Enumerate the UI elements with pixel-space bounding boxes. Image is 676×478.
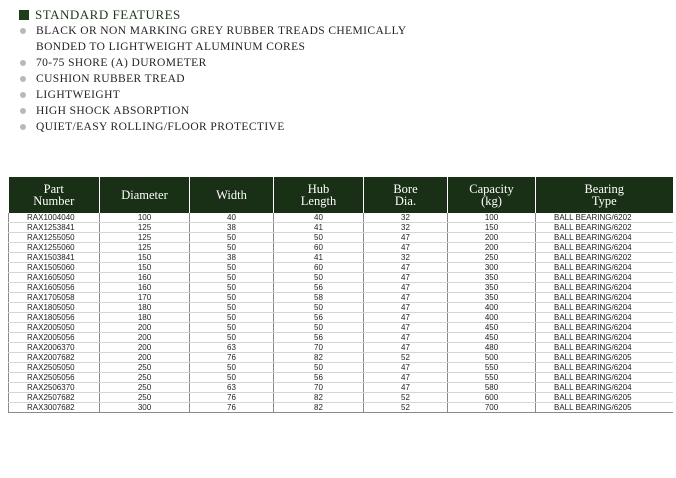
feature-text: BONDED TO LIGHTWEIGHT ALUMINUM CORES bbox=[36, 41, 306, 53]
cell-width: 50 bbox=[190, 233, 274, 243]
cell-width: 40 bbox=[190, 213, 274, 223]
cell-bearing-type: BALL BEARING/6204 bbox=[536, 333, 673, 343]
cell-width: 38 bbox=[190, 253, 274, 263]
cell-diameter: 160 bbox=[100, 273, 190, 283]
cell-hub-length: 82 bbox=[274, 393, 364, 403]
header-diameter bbox=[100, 177, 190, 213]
cell-bore-dia: 47 bbox=[364, 303, 448, 313]
cell-width: 50 bbox=[190, 303, 274, 313]
table-row bbox=[9, 353, 673, 363]
feature-text: HIGH SHOCK ABSORPTION bbox=[36, 105, 190, 117]
cell-part-number: RAX1705058 bbox=[9, 293, 100, 303]
cell-bearing-type: BALL BEARING/6204 bbox=[536, 293, 673, 303]
cell-width: 63 bbox=[190, 343, 274, 353]
table-row bbox=[9, 343, 673, 353]
cell-capacity: 450 bbox=[448, 333, 536, 343]
cell-part-number: RAX2006370 bbox=[9, 343, 100, 353]
cell-capacity: 500 bbox=[448, 353, 536, 363]
cell-diameter: 250 bbox=[100, 393, 190, 403]
header-part-number bbox=[9, 177, 100, 213]
cell-bearing-type: BALL BEARING/6204 bbox=[536, 343, 673, 353]
cell-bearing-type: BALL BEARING/6204 bbox=[536, 273, 673, 283]
cell-hub-length: 50 bbox=[274, 363, 364, 373]
header-width bbox=[190, 177, 274, 213]
cell-bearing-type: BALL BEARING/6204 bbox=[536, 373, 673, 383]
feature-item bbox=[14, 23, 654, 39]
header-label: Length bbox=[300, 194, 337, 208]
table-row bbox=[9, 263, 673, 273]
cell-bore-dia: 52 bbox=[364, 393, 448, 403]
cell-part-number: RAX2005050 bbox=[9, 323, 100, 333]
header-label: Part bbox=[43, 182, 64, 196]
feature-item bbox=[14, 55, 654, 71]
cell-bore-dia: 52 bbox=[364, 403, 448, 413]
cell-diameter: 250 bbox=[100, 363, 190, 373]
cell-bearing-type: BALL BEARING/6204 bbox=[536, 233, 673, 243]
table-row bbox=[9, 403, 673, 413]
cell-part-number: RAX1805050 bbox=[9, 303, 100, 313]
cell-part-number: RAX2506370 bbox=[9, 383, 100, 393]
cell-bore-dia: 52 bbox=[364, 353, 448, 363]
cell-hub-length: 60 bbox=[274, 243, 364, 253]
cell-diameter: 125 bbox=[100, 243, 190, 253]
cell-diameter: 150 bbox=[100, 263, 190, 273]
cell-width: 50 bbox=[190, 373, 274, 383]
table-row bbox=[9, 303, 673, 313]
cell-hub-length: 82 bbox=[274, 353, 364, 363]
cell-bearing-type: BALL BEARING/6204 bbox=[536, 323, 673, 333]
cell-part-number: RAX2005056 bbox=[9, 333, 100, 343]
cell-part-number: RAX2007682 bbox=[9, 353, 100, 363]
cell-bearing-type: BALL BEARING/6202 bbox=[536, 213, 673, 223]
cell-bearing-type: BALL BEARING/6204 bbox=[536, 303, 673, 313]
feature-item-continuation bbox=[14, 39, 654, 55]
feature-item bbox=[14, 71, 654, 87]
cell-capacity: 350 bbox=[448, 293, 536, 303]
header-label: Number bbox=[33, 194, 75, 208]
feature-text: QUIET/EASY ROLLING/FLOOR PROTECTIVE bbox=[36, 121, 285, 133]
cell-bore-dia: 47 bbox=[364, 273, 448, 283]
cell-bore-dia: 47 bbox=[364, 293, 448, 303]
cell-diameter: 200 bbox=[100, 323, 190, 333]
cell-bearing-type: BALL BEARING/6205 bbox=[536, 403, 673, 413]
bullet-dot-icon bbox=[20, 28, 26, 34]
cell-capacity: 550 bbox=[448, 373, 536, 383]
features-list bbox=[14, 23, 654, 135]
cell-bore-dia: 47 bbox=[364, 333, 448, 343]
cell-part-number: RAX1255050 bbox=[9, 233, 100, 243]
cell-hub-length: 56 bbox=[274, 313, 364, 323]
cell-bearing-type: BALL BEARING/6204 bbox=[536, 383, 673, 393]
table-row bbox=[9, 253, 673, 263]
cell-capacity: 400 bbox=[448, 313, 536, 323]
cell-bore-dia: 32 bbox=[364, 223, 448, 233]
cell-capacity: 250 bbox=[448, 253, 536, 263]
header-bore-dia bbox=[364, 177, 448, 213]
cell-width: 50 bbox=[190, 283, 274, 293]
cell-hub-length: 56 bbox=[274, 333, 364, 343]
cell-width: 50 bbox=[190, 273, 274, 283]
header-capacity bbox=[448, 177, 536, 213]
cell-capacity: 100 bbox=[448, 213, 536, 223]
cell-hub-length: 41 bbox=[274, 223, 364, 233]
cell-diameter: 125 bbox=[100, 233, 190, 243]
cell-diameter: 125 bbox=[100, 223, 190, 233]
table-row bbox=[9, 313, 673, 323]
cell-bearing-type: BALL BEARING/6204 bbox=[536, 243, 673, 253]
cell-hub-length: 60 bbox=[274, 263, 364, 273]
cell-capacity: 200 bbox=[448, 233, 536, 243]
feature-item bbox=[14, 119, 654, 135]
table-row bbox=[9, 233, 673, 243]
cell-bearing-type: BALL BEARING/6204 bbox=[536, 263, 673, 273]
cell-diameter: 170 bbox=[100, 293, 190, 303]
cell-hub-length: 58 bbox=[274, 293, 364, 303]
cell-capacity: 580 bbox=[448, 383, 536, 393]
header-label: Dia. bbox=[394, 194, 417, 208]
cell-bore-dia: 47 bbox=[364, 283, 448, 293]
cell-capacity: 700 bbox=[448, 403, 536, 413]
cell-diameter: 180 bbox=[100, 303, 190, 313]
cell-bore-dia: 32 bbox=[364, 253, 448, 263]
bullet-dot-icon bbox=[20, 92, 26, 98]
cell-part-number: RAX2507682 bbox=[9, 393, 100, 403]
cell-bearing-type: BALL BEARING/6204 bbox=[536, 313, 673, 323]
cell-diameter: 180 bbox=[100, 313, 190, 323]
cell-capacity: 150 bbox=[448, 223, 536, 233]
cell-width: 38 bbox=[190, 223, 274, 233]
cell-bore-dia: 47 bbox=[364, 323, 448, 333]
cell-hub-length: 40 bbox=[274, 213, 364, 223]
cell-part-number: RAX2505050 bbox=[9, 363, 100, 373]
cell-part-number: RAX3007682 bbox=[9, 403, 100, 413]
cell-hub-length: 50 bbox=[274, 303, 364, 313]
cell-width: 76 bbox=[190, 353, 274, 363]
bullet-dot-icon bbox=[20, 60, 26, 66]
table-header-row bbox=[9, 177, 673, 213]
feature-text: LIGHTWEIGHT bbox=[36, 89, 121, 101]
cell-capacity: 450 bbox=[448, 323, 536, 333]
cell-width: 76 bbox=[190, 393, 274, 403]
feature-text: BLACK OR NON MARKING GREY RUBBER TREADS CHEMICALLY bbox=[36, 25, 407, 37]
cell-bearing-type: BALL BEARING/6205 bbox=[536, 393, 673, 403]
cell-width: 50 bbox=[190, 323, 274, 333]
feature-text: CUSHION RUBBER TREAD bbox=[36, 73, 185, 85]
header-label: Hub bbox=[307, 182, 330, 196]
bullet-dot-icon bbox=[20, 76, 26, 82]
cell-part-number: RAX1004040 bbox=[9, 213, 100, 223]
cell-capacity: 300 bbox=[448, 263, 536, 273]
cell-capacity: 600 bbox=[448, 393, 536, 403]
bullet-dot-icon bbox=[20, 108, 26, 114]
table-row bbox=[9, 393, 673, 403]
table-row bbox=[9, 213, 673, 223]
cell-capacity: 350 bbox=[448, 273, 536, 283]
cell-diameter: 300 bbox=[100, 403, 190, 413]
cell-hub-length: 50 bbox=[274, 273, 364, 283]
cell-bore-dia: 47 bbox=[364, 313, 448, 323]
cell-bore-dia: 47 bbox=[364, 343, 448, 353]
cell-bearing-type: BALL BEARING/6204 bbox=[536, 283, 673, 293]
table-row bbox=[9, 333, 673, 343]
cell-diameter: 200 bbox=[100, 333, 190, 343]
cell-bore-dia: 47 bbox=[364, 373, 448, 383]
cell-width: 50 bbox=[190, 293, 274, 303]
features-header bbox=[14, 7, 654, 23]
cell-capacity: 550 bbox=[448, 363, 536, 373]
header-label: Bearing bbox=[584, 182, 625, 196]
cell-width: 50 bbox=[190, 363, 274, 373]
header-label: Diameter bbox=[121, 188, 168, 202]
cell-bearing-type: BALL BEARING/6202 bbox=[536, 223, 673, 233]
cell-width: 50 bbox=[190, 333, 274, 343]
features-title: STANDARD FEATURES bbox=[35, 7, 181, 22]
bullet-dot-icon bbox=[20, 124, 26, 130]
cell-part-number: RAX1503841 bbox=[9, 253, 100, 263]
cell-bore-dia: 47 bbox=[364, 363, 448, 373]
table-row bbox=[9, 243, 673, 253]
header-label: (kg) bbox=[481, 194, 502, 208]
cell-hub-length: 41 bbox=[274, 253, 364, 263]
cell-bearing-type: BALL BEARING/6204 bbox=[536, 363, 673, 373]
cell-capacity: 480 bbox=[448, 343, 536, 353]
cell-hub-length: 50 bbox=[274, 323, 364, 333]
header-label: Type bbox=[591, 194, 617, 208]
cell-part-number: RAX1253841 bbox=[9, 223, 100, 233]
header-label: Capacity bbox=[469, 182, 514, 196]
cell-diameter: 160 bbox=[100, 283, 190, 293]
standard-features-section bbox=[14, 7, 654, 135]
cell-hub-length: 70 bbox=[274, 383, 364, 393]
square-bullet-icon bbox=[19, 10, 29, 20]
table-row bbox=[9, 273, 673, 283]
cell-bore-dia: 32 bbox=[364, 213, 448, 223]
cell-diameter: 200 bbox=[100, 353, 190, 363]
header-label: Bore bbox=[393, 182, 418, 196]
cell-hub-length: 50 bbox=[274, 233, 364, 243]
cell-bore-dia: 47 bbox=[364, 243, 448, 253]
header-label: Width bbox=[216, 188, 247, 202]
cell-bore-dia: 47 bbox=[364, 233, 448, 243]
cell-diameter: 250 bbox=[100, 373, 190, 383]
table-row bbox=[9, 293, 673, 303]
cell-diameter: 100 bbox=[100, 213, 190, 223]
header-bearing-type bbox=[536, 177, 673, 213]
cell-diameter: 250 bbox=[100, 383, 190, 393]
cell-width: 50 bbox=[190, 263, 274, 273]
table-row bbox=[9, 363, 673, 373]
cell-width: 63 bbox=[190, 383, 274, 393]
cell-hub-length: 56 bbox=[274, 373, 364, 383]
cell-bearing-type: BALL BEARING/6202 bbox=[536, 253, 673, 263]
cell-diameter: 150 bbox=[100, 253, 190, 263]
cell-bore-dia: 47 bbox=[364, 263, 448, 273]
feature-item bbox=[14, 87, 654, 103]
table-row bbox=[9, 223, 673, 233]
cell-part-number: RAX1505060 bbox=[9, 263, 100, 273]
table-row bbox=[9, 373, 673, 383]
cell-width: 50 bbox=[190, 313, 274, 323]
cell-hub-length: 70 bbox=[274, 343, 364, 353]
header-hub-length bbox=[274, 177, 364, 213]
cell-part-number: RAX2505056 bbox=[9, 373, 100, 383]
specifications-table bbox=[8, 177, 673, 413]
cell-width: 50 bbox=[190, 243, 274, 253]
table-body bbox=[9, 213, 673, 413]
cell-hub-length: 56 bbox=[274, 283, 364, 293]
table-row bbox=[9, 323, 673, 333]
cell-part-number: RAX1255060 bbox=[9, 243, 100, 253]
feature-text: 70-75 SHORE (A) DUROMETER bbox=[36, 57, 207, 69]
cell-part-number: RAX1605056 bbox=[9, 283, 100, 293]
cell-capacity: 200 bbox=[448, 243, 536, 253]
cell-width: 76 bbox=[190, 403, 274, 413]
cell-capacity: 400 bbox=[448, 303, 536, 313]
feature-item bbox=[14, 103, 654, 119]
cell-part-number: RAX1605050 bbox=[9, 273, 100, 283]
table-row bbox=[9, 283, 673, 293]
cell-bearing-type: BALL BEARING/6205 bbox=[536, 353, 673, 363]
cell-part-number: RAX1805056 bbox=[9, 313, 100, 323]
cell-bore-dia: 47 bbox=[364, 383, 448, 393]
table-row bbox=[9, 383, 673, 393]
cell-capacity: 350 bbox=[448, 283, 536, 293]
cell-hub-length: 82 bbox=[274, 403, 364, 413]
cell-diameter: 200 bbox=[100, 343, 190, 353]
